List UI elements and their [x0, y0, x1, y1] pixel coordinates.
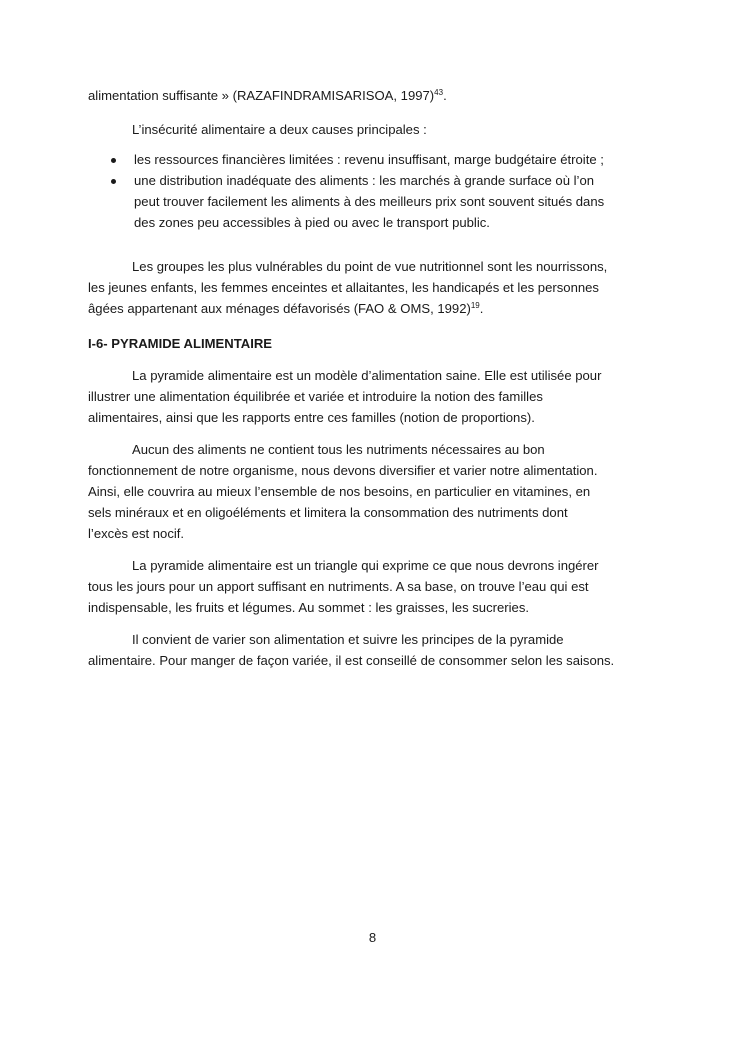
paragraph-line: La pyramide alimentaire est un modèle d’alimentation saine. Elle est utilisée pour — [132, 368, 602, 383]
paragraph-line: les jeunes enfants, les femmes enceintes et allaitantes, les handicapés et les personnes — [88, 280, 599, 295]
bullet-item: les ressources financières limitées : revenu insuffisant, marge budgétaire étroite ; — [134, 152, 604, 167]
paragraph-line: indispensable, les fruits et légumes. Au sommet : les graisses, les sucreries. — [88, 600, 530, 615]
paragraph-line: Les groupes les plus vulnérables du point de vue nutritionnel sont les nourrissons, — [132, 259, 608, 274]
bullet-icon — [111, 158, 116, 163]
paragraph-line: L’insécurité alimentaire a deux causes principales : — [132, 122, 427, 137]
paragraph-line: tous les jours pour un apport suffisant en nutriments. A sa base, on trouve l’eau qui est — [88, 579, 589, 594]
paragraph-line: Il convient de varier son alimentation et suivre les principes de la pyramide — [132, 632, 564, 647]
section-heading: I-6- PYRAMIDE ALIMENTAIRE — [88, 336, 273, 351]
paragraph-line: alimentation suffisante » (RAZAFINDRAMISARISOA, 1997)$^{43}$. — [88, 88, 447, 103]
paragraph-line: illustrer une alimentation équilibrée et variée et introduire la notion des familles — [88, 389, 543, 404]
footnote-ref: 19 — [470, 301, 480, 310]
paragraph-line: Aucun des aliments ne contient tous les nutriments nécessaires au bon — [132, 442, 545, 457]
bullet-icon — [111, 179, 116, 184]
paragraph-line: âgées appartenant aux ménages défavorisés (FAO & OMS, 1992)$^{19}$. — [88, 301, 484, 316]
footnote-ref: 43 — [434, 88, 444, 97]
paragraph-line: La pyramide alimentaire est un triangle qui exprime ce que nous devrons ingérer — [132, 558, 599, 573]
bullet-item: une distribution inadéquate des aliments : les marchés à grande surface où l’on — [134, 173, 595, 188]
paragraph-line: alimentaire. Pour manger de façon variée, il est conseillé de consommer selon les saisons. — [88, 653, 615, 668]
paragraph-line: fonctionnement de notre organisme, nous devons diversifier et varier notre alimentation. — [88, 463, 598, 478]
paragraph-line: Ainsi, elle couvrira au mieux l’ensemble de nos besoins, en particulier en vitamines, en — [88, 484, 591, 499]
paragraph-line: alimentaires, ainsi que les rapports entre ces familles (notion de proportions). — [88, 410, 535, 425]
paragraph-line: l’excès est nocif. — [88, 526, 185, 541]
page-number: 8 — [368, 930, 377, 945]
bullet-item-continuation: des zones peu accessibles à pied ou avec le transport public. — [134, 215, 490, 230]
bullet-item-continuation: peut trouver facilement les aliments à des meilleurs prix sont souvent situés dans — [134, 194, 605, 209]
paragraph-line: sels minéraux et en oligoéléments et limitera la consommation des nutriments dont — [88, 505, 568, 520]
